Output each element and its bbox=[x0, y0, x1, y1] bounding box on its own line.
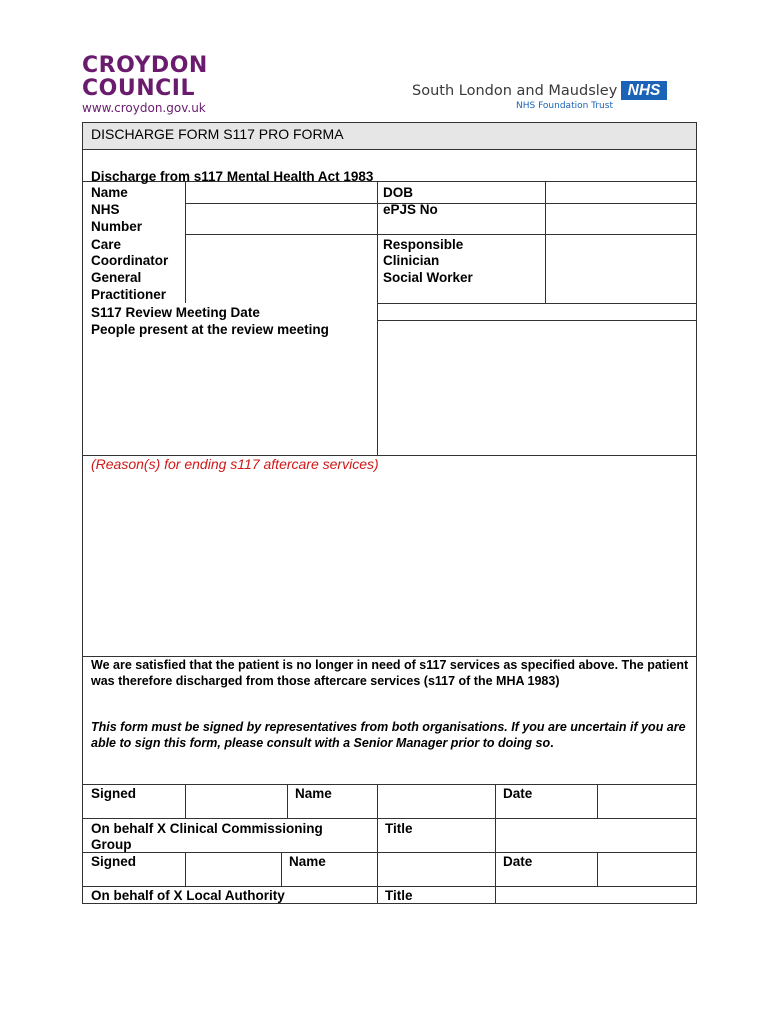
croydon-logo-line2: COUNCIL bbox=[82, 76, 195, 101]
rule bbox=[377, 181, 378, 455]
responsible-clinician-label-1: Responsible bbox=[383, 237, 464, 252]
signing-note-end: . bbox=[550, 735, 554, 750]
behalf-ccg-label-2: Group bbox=[91, 837, 132, 852]
signing-note-text: This form must be signed by representatives from both organisations. If you are uncertain if you are able to sign this form, please consult with a Senior Manager prior to doing so bbox=[91, 720, 686, 750]
slam-name: South London and Maudsley bbox=[412, 83, 618, 99]
rule bbox=[495, 784, 496, 818]
croydon-council-logo bbox=[82, 54, 222, 116]
nhs-number-label-2: Number bbox=[91, 219, 143, 234]
rule bbox=[377, 303, 696, 304]
rule bbox=[597, 852, 598, 886]
rule bbox=[83, 818, 696, 819]
croydon-logo-line1: CROYDON bbox=[82, 53, 208, 78]
rule bbox=[185, 181, 186, 303]
rule bbox=[83, 656, 696, 657]
rule bbox=[281, 852, 282, 886]
responsible-clinician-label-2: Clinician bbox=[383, 253, 440, 268]
rule bbox=[495, 818, 496, 904]
slam-nhs-logo bbox=[412, 80, 668, 112]
name-label-2: Name bbox=[289, 854, 326, 869]
rule bbox=[597, 784, 598, 818]
care-coordinator-label-2: Coordinator bbox=[91, 253, 169, 268]
rule bbox=[185, 784, 186, 818]
nhs-trust-name: NHS Foundation Trust bbox=[516, 101, 613, 111]
croydon-logo-url: www.croydon.gov.uk bbox=[82, 101, 206, 115]
signed-label-1: Signed bbox=[91, 786, 137, 801]
rule bbox=[377, 320, 696, 321]
rule bbox=[545, 181, 546, 303]
date-label-2: Date bbox=[503, 854, 533, 869]
discharge-form bbox=[82, 122, 697, 904]
title-label-2: Title bbox=[385, 888, 413, 903]
behalf-la-label: On behalf of X Local Authority bbox=[91, 888, 285, 903]
nhs-number-label-1: NHS bbox=[91, 202, 120, 217]
rule bbox=[185, 234, 696, 235]
behalf-ccg-label-1: On behalf X Clinical Commissioning bbox=[91, 821, 323, 836]
reasons-prompt: (Reason(s) for ending s117 aftercare services) bbox=[91, 456, 379, 472]
gp-label-2: Practitioner bbox=[91, 287, 167, 302]
name-label-1: Name bbox=[295, 786, 332, 801]
rule bbox=[287, 784, 288, 818]
epjs-label: ePJS No bbox=[383, 202, 438, 217]
rule bbox=[83, 784, 696, 785]
rule bbox=[83, 149, 696, 150]
discharge-statement: We are satisfied that the patient is no longer in need of s117 services as specified above. The patient was therefore discharged from those aftercare services (s117 of the MHA 1983) bbox=[91, 658, 689, 688]
rule bbox=[185, 203, 696, 204]
title-label-1: Title bbox=[385, 821, 413, 836]
people-present-label: People present at the review meeting bbox=[91, 322, 329, 337]
gp-label-1: General bbox=[91, 270, 142, 285]
signed-label-2: Signed bbox=[91, 854, 137, 869]
review-date-label: S117 Review Meeting Date bbox=[91, 305, 260, 320]
name-label: Name bbox=[91, 185, 128, 200]
nhs-badge: NHS bbox=[621, 81, 667, 100]
date-label-1: Date bbox=[503, 786, 533, 801]
rule bbox=[83, 852, 696, 853]
rule bbox=[377, 784, 378, 904]
dob-label: DOB bbox=[383, 185, 413, 200]
social-worker-label: Social Worker bbox=[383, 270, 473, 285]
form-subtitle: Discharge from s117 Mental Health Act 1983 bbox=[91, 169, 374, 184]
rule bbox=[185, 852, 186, 886]
form-title: DISCHARGE FORM S117 PRO FORMA bbox=[91, 126, 344, 142]
care-coordinator-label-1: Care bbox=[91, 237, 122, 252]
signing-note bbox=[91, 720, 691, 751]
